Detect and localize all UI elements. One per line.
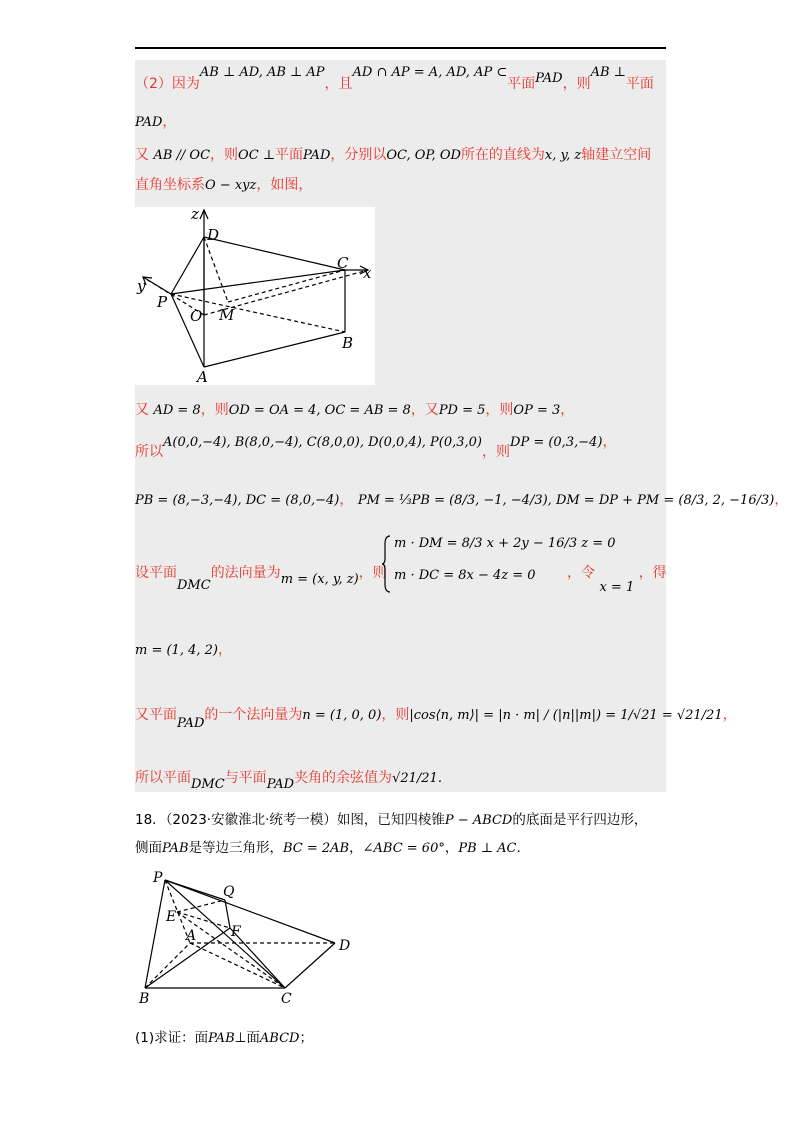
problem-18-part-1: (1)求证：面PAB⊥面ABCD； — [135, 1030, 313, 1046]
label-Q: Q — [223, 884, 235, 900]
edge-PD — [171, 237, 204, 294]
label-A: A — [197, 368, 208, 385]
brace-icon — [382, 534, 392, 594]
solution-line-3: 又 AB // OC，则OC ⊥平面PAD，分别以OC, OP, OD所在的直线为x, y, z轴建立空间 — [135, 147, 652, 163]
label-x: x — [363, 264, 372, 282]
solution-line-6: 所以A(0,0,−4), B(8,0,−4), C(8,0,0), D(0,0,4), P(0,3,0)，则DP = (0,3,−4)， — [135, 434, 617, 460]
pyramid-diagram — [135, 868, 360, 1008]
edge-DC — [204, 237, 345, 270]
label-A2: A — [186, 928, 197, 944]
label-z: z — [191, 207, 199, 223]
solution-line-4: 直角坐标系O − xyz，如图， — [135, 177, 313, 193]
label-P2: P — [153, 870, 163, 886]
label-O: O — [190, 307, 203, 325]
problem-18-line-2: 侧面PAB是等边三角形，BC = 2AB，∠ABC = 60°，PB ⊥ AC. — [135, 840, 521, 856]
label-B2: B — [139, 991, 150, 1007]
header-rule — [135, 47, 666, 49]
edge-PA — [171, 294, 204, 367]
edge-DM — [204, 237, 228, 302]
edge-BA — [204, 332, 345, 367]
equation-2: m · DC = 8x − 4z = 0 — [394, 568, 536, 583]
label-P: P — [157, 293, 168, 311]
equation-1: m · DM = 8/3 x + 2y − 16/3 z = 0 — [394, 536, 616, 551]
solution-line-1: （2）因为AB ⊥ AD, AB ⊥ AP，且AD ∩ AP = A, AD, AP ⊂平面PAD，则AB ⊥平面 — [135, 65, 654, 92]
label-E: E — [166, 909, 177, 925]
solution-line-8b: ，令 x = 1 ，得 — [567, 565, 667, 595]
edge-PC — [171, 270, 345, 294]
label-B: B — [342, 334, 354, 352]
pyramid-coordinate-diagram — [135, 207, 375, 385]
solution-line-7: PB = (8,−3,−4), DC = (8,0,−4)， PM = ⅓PB = (8/3, −1, −4/3), DM = DP + PM = (8/3, 2, −16/3)， — [135, 492, 789, 508]
solution-background — [135, 60, 666, 792]
label-D: D — [207, 226, 220, 244]
edge-CD — [285, 943, 335, 988]
edge-EQ — [177, 900, 225, 912]
solution-line-10: 又平面PAD的一个法向量为n = (1, 0, 0)，则|cos⟨n, m⟩| = |n · m| / (|n||m|) = 1/√21 = √21/21， — [135, 707, 737, 731]
edge-MC — [228, 270, 345, 302]
equation-system — [382, 532, 616, 592]
solution-line-11: 所以平面DMC与平面PAD夹角的余弦值为√21/21. — [135, 770, 442, 792]
label-F: F — [231, 924, 241, 940]
label-C2: C — [281, 991, 292, 1007]
solution-line-2: PAD， — [135, 114, 177, 130]
label-M: M — [219, 306, 235, 324]
solution-line-9: m = (1, 4, 2)， — [135, 642, 232, 658]
edge-AC — [190, 943, 285, 988]
coordinate-figure — [135, 207, 375, 385]
label-C: C — [337, 254, 349, 272]
label-y: y — [137, 277, 146, 295]
solution-line-5: 又 AD = 8，则OD = OA = 4, OC = AB = 8，又PD = 5，则OP = 3， — [135, 402, 575, 418]
pyramid-figure — [135, 868, 360, 1008]
y-axis — [143, 277, 171, 294]
label-D2: D — [339, 938, 351, 954]
problem-18-line-1: 18．（2023·安徽淮北·统考一模）如图，已知四棱锥P − ABCD的底面是平行四边形， — [135, 812, 648, 828]
solution-line-8: 设平面DMC的法向量为m = (x, y, z)，则 — [135, 565, 387, 593]
edge-PQ — [165, 880, 225, 900]
